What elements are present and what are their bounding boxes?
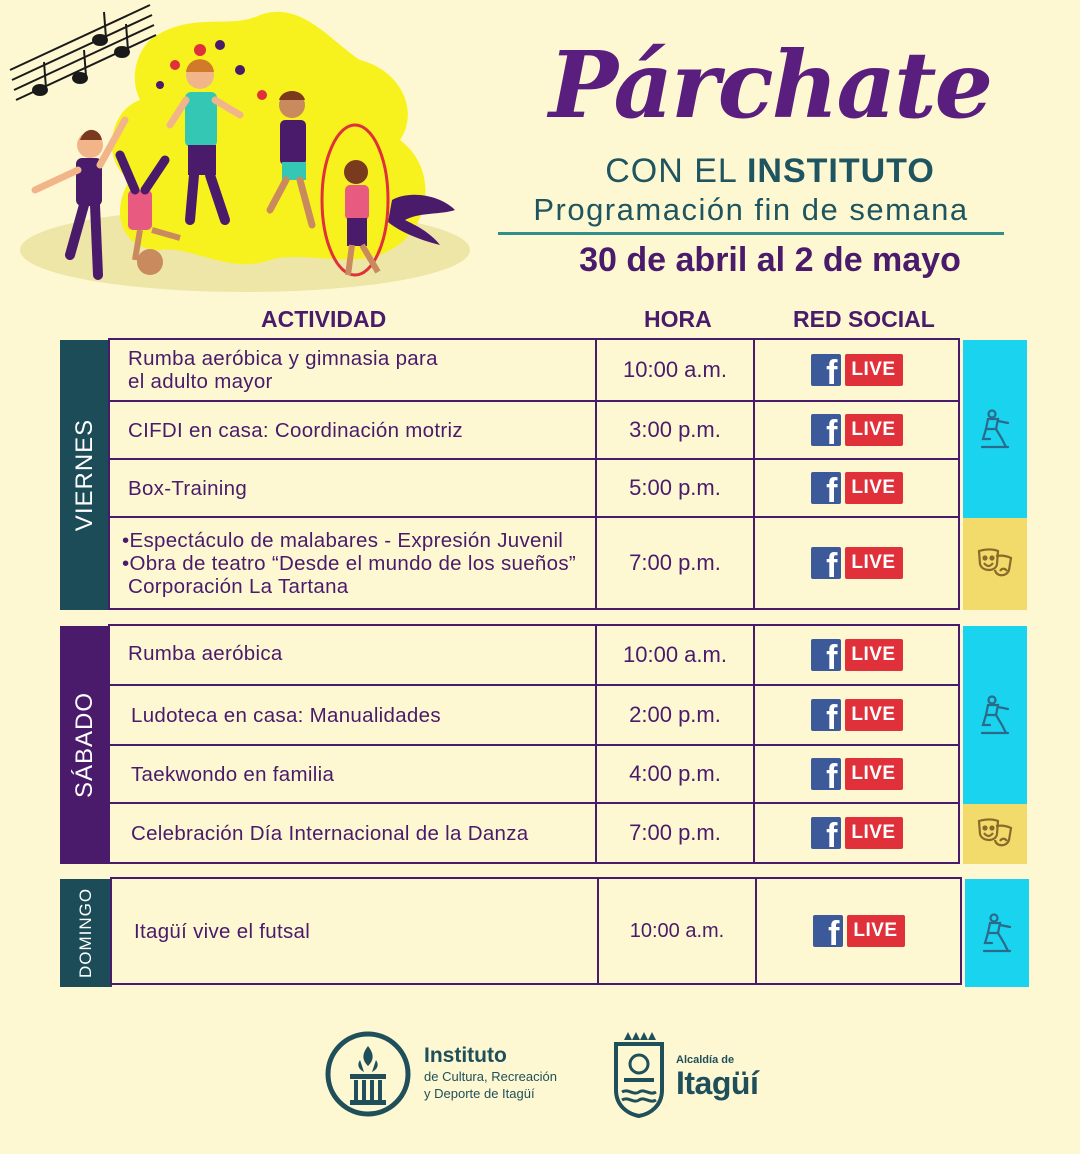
footer-logos — [0, 1028, 1080, 1128]
facebook-live-badge[interactable] — [811, 472, 903, 504]
exercise-icon — [980, 913, 1014, 953]
activity-cell: Celebración Día Internacional de la Danza — [108, 802, 597, 864]
time-cell: 7:00 p.m. — [595, 516, 755, 610]
header-actividad: ACTIVIDAD — [261, 306, 387, 332]
social-cell — [753, 458, 960, 518]
subtitle-institute: CON EL INSTITUTO — [605, 152, 935, 190]
time-cell: 7:00 p.m. — [595, 802, 755, 864]
institute-name: Instituto de Cultura, Recreación y Deporte de Itagüí — [424, 1044, 557, 1101]
date-range: 30 de abril al 2 de mayo — [579, 241, 961, 279]
facebook-live-badge[interactable] — [811, 817, 903, 849]
time-cell: 10:00 a.m. — [597, 877, 757, 985]
activity-cell: Itagüí vive el futsal — [110, 877, 599, 985]
social-cell — [753, 400, 960, 460]
schedule-grid — [112, 879, 966, 987]
day-label-sabado: SÁBADO — [60, 626, 110, 864]
main-title: Párchate — [548, 31, 992, 139]
alcaldia-name: Alcaldía de Itagüí — [676, 1054, 759, 1101]
time-cell: 4:00 p.m. — [595, 744, 755, 804]
yellow-splash — [112, 12, 426, 265]
title-block — [490, 20, 1050, 283]
live-label: LIVE — [845, 354, 903, 386]
table-row — [110, 626, 960, 686]
live-label: LIVE — [845, 699, 903, 731]
program-subtitle: Programación fin de semana — [498, 190, 1004, 235]
music-notes-icon — [10, 5, 156, 100]
facebook-live-badge[interactable] — [811, 639, 903, 671]
sports-category-band — [965, 879, 1029, 987]
social-cell — [755, 877, 962, 985]
time-cell: 10:00 a.m. — [595, 624, 755, 686]
illustration — [0, 0, 470, 300]
facebook-icon: f — [811, 472, 841, 504]
social-cell — [753, 624, 960, 686]
block-domingo — [60, 879, 1030, 987]
time-cell: 3:00 p.m. — [595, 400, 755, 460]
facebook-live-badge[interactable] — [811, 758, 903, 790]
social-cell — [753, 744, 960, 804]
activity-cell: Taekwondo en familia — [108, 744, 597, 804]
facebook-live-badge[interactable] — [813, 915, 905, 947]
live-label: LIVE — [845, 472, 903, 504]
facebook-icon: f — [811, 758, 841, 790]
activity-cell: Box-Training — [108, 458, 597, 518]
facebook-icon: f — [811, 414, 841, 446]
social-cell — [753, 516, 960, 610]
live-label: LIVE — [845, 639, 903, 671]
facebook-icon: f — [811, 547, 841, 579]
table-row — [110, 746, 960, 804]
facebook-live-badge[interactable] — [811, 547, 903, 579]
culture-category-band — [963, 518, 1027, 610]
live-label: LIVE — [845, 547, 903, 579]
theater-masks-icon — [976, 547, 1014, 581]
facebook-live-badge[interactable] — [811, 354, 903, 386]
block-viernes — [60, 340, 1030, 610]
social-cell — [753, 684, 960, 746]
facebook-live-badge[interactable] — [811, 699, 903, 731]
schedule-grid — [110, 340, 964, 610]
itagui-shield-icon — [610, 1030, 668, 1118]
live-label: LIVE — [845, 414, 903, 446]
table-row — [110, 804, 960, 864]
table-row — [110, 402, 960, 460]
facebook-icon: f — [811, 699, 841, 731]
day-label-viernes: VIERNES — [60, 340, 110, 610]
day-label-domingo: DOMINGO — [60, 879, 112, 987]
theater-masks-icon — [976, 817, 1014, 851]
exercise-icon — [978, 409, 1012, 449]
column-headers — [0, 306, 1080, 336]
live-label: LIVE — [845, 817, 903, 849]
exercise-icon — [978, 695, 1012, 735]
social-cell — [753, 802, 960, 864]
table-row — [110, 340, 960, 402]
institute-logo-icon — [324, 1030, 412, 1118]
facebook-icon: f — [813, 915, 843, 947]
activity-cell: •Espectáculo de malabares - Expresión Juvenil •Obra de teatro “Desde el mundo de los sueños” Corporación La Tartana — [108, 516, 597, 610]
sports-category-band — [963, 340, 1027, 518]
activity-cell: Ludoteca en casa: Manualidades — [108, 684, 597, 746]
sports-category-band — [963, 626, 1027, 804]
live-label: LIVE — [847, 915, 905, 947]
activity-cell: CIFDI en casa: Coordinación motriz — [108, 400, 597, 460]
time-cell: 2:00 p.m. — [595, 684, 755, 746]
social-cell — [753, 338, 960, 402]
header-hora: HORA — [644, 306, 712, 332]
schedule-grid — [110, 626, 964, 864]
time-cell: 5:00 p.m. — [595, 458, 755, 518]
activity-cell: Rumba aeróbica — [108, 624, 597, 686]
table-row — [112, 879, 962, 987]
table-row — [110, 460, 960, 518]
table-row — [110, 686, 960, 746]
header-red-social: RED SOCIAL — [793, 306, 935, 332]
facebook-icon: f — [811, 817, 841, 849]
time-cell: 10:00 a.m. — [595, 338, 755, 402]
block-sabado — [60, 626, 1030, 864]
facebook-icon: f — [811, 639, 841, 671]
activity-cell: Rumba aeróbica y gimnasia para el adulto mayor — [108, 338, 597, 402]
facebook-icon: f — [811, 354, 841, 386]
facebook-live-badge[interactable] — [811, 414, 903, 446]
live-label: LIVE — [845, 758, 903, 790]
culture-category-band — [963, 804, 1027, 864]
table-row — [110, 518, 960, 610]
